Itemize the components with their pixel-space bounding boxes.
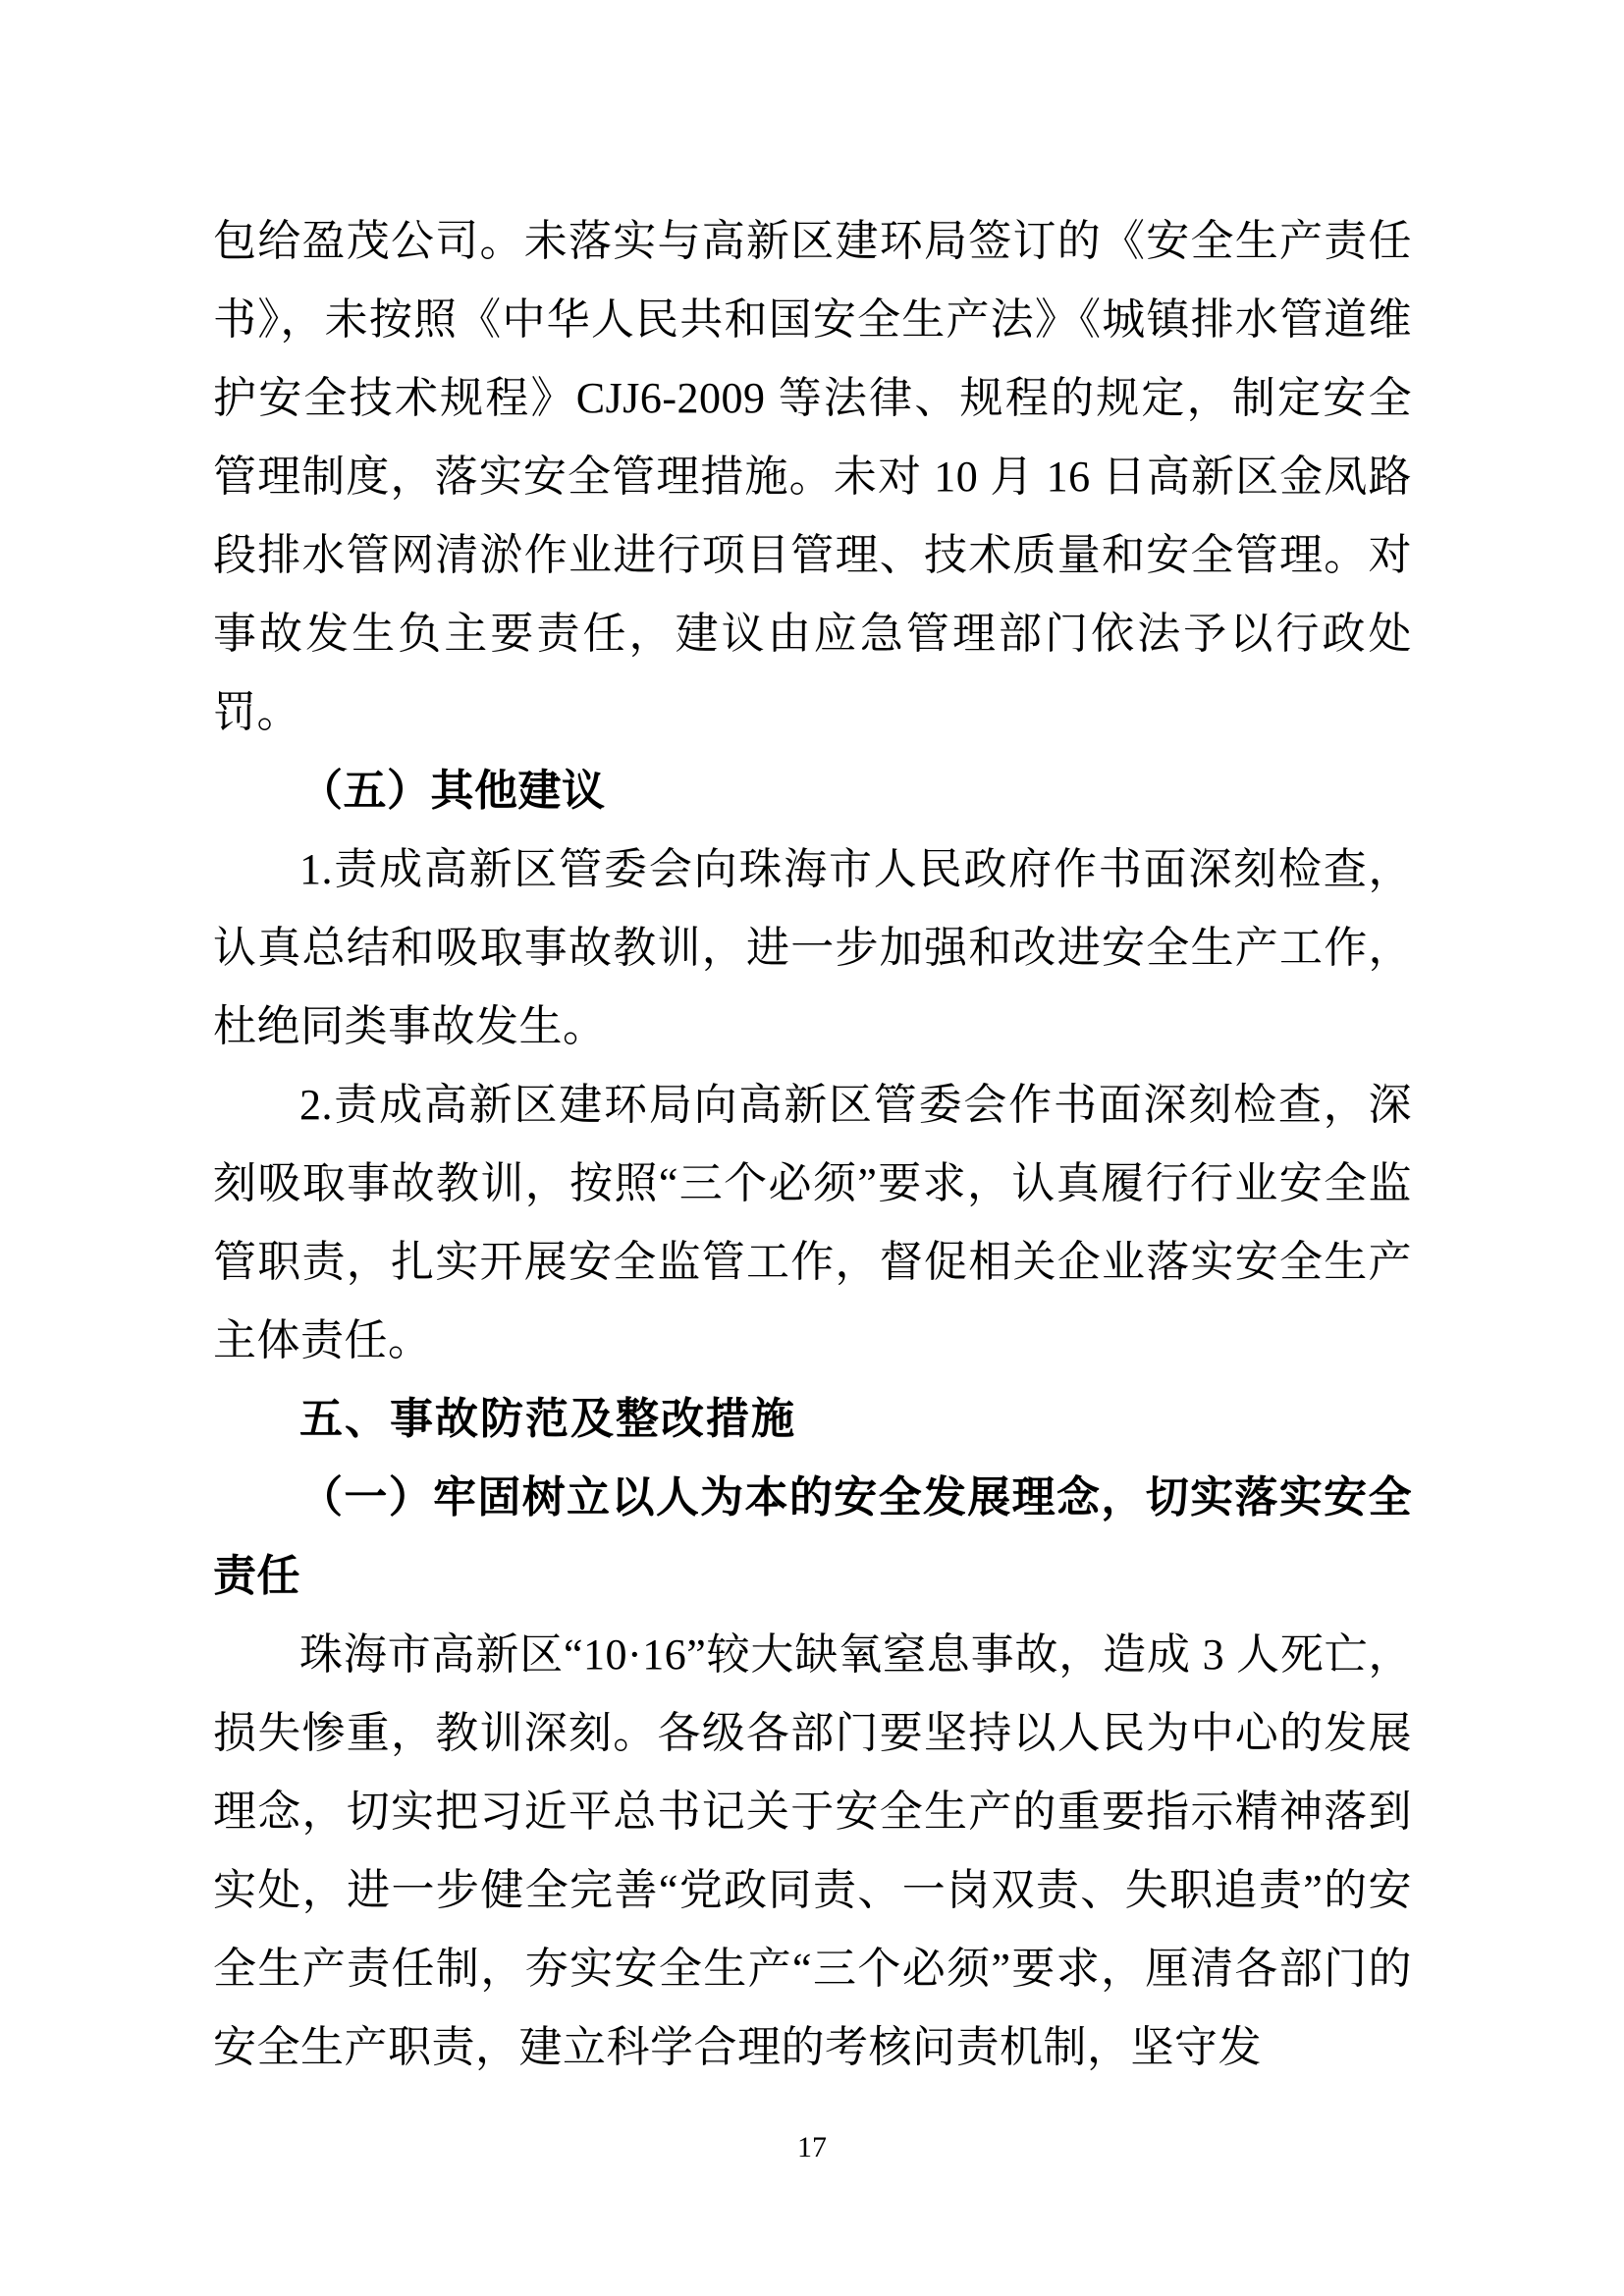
heading-other-recommendations: （五）其他建议 [299, 767, 606, 815]
heading-section-5-prevention-measures: 五、事故防范及整改措施 [299, 1395, 796, 1443]
heading-subsection-1-safety-concept: （一）牢固树立以人为本的安全发展理念，切实落实安全责任 [213, 1473, 1412, 1600]
page-number: 17 [797, 2131, 827, 2163]
paragraph-continuation-liability: 包给盈茂公司。未落实与高新区建环局签订的《安全生产责任书》，未按照《中华人民共和国安全生产法》《城镇排水管道维护安全技术规程》CJJ6-2009 等法律、规程的规定，制定安全管理制度，落实安全管理措施。未对 10 月 16 日高新区金凤路段排水管网清淤作业进行项目管理、技术质量和安全管理。对事故发生负主要责任，建议由应急管理部门依法予以行政处罚。 [213, 217, 1412, 736]
text-column [213, 202, 1412, 2087]
paragraph-accident-lessons: 珠海市高新区“10·16”较大缺氧窒息事故，造成 3 人死亡，损失惨重，教训深刻。各级各部门要坚持以人民为中心的发展理念，切实把习近平总书记关于安全生产的重要指示精神落到实处，进一步健全完善“党政同责、一岗双责、失职追责”的安全生产责任制，夯实安全生产“三个必须”要求，厘清各部门的安全生产职责，建立科学合理的考核问责机制，坚守发 [213, 1630, 1412, 2071]
paragraph-recommendation-2: 2.责成高新区建环局向高新区管委会作书面深刻检查，深刻吸取事故教训，按照“三个必须”要求，认真履行行业安全监管职责，扎实开展安全监管工作，督促相关企业落实安全生产主体责任。 [213, 1081, 1412, 1364]
paragraph-recommendation-1: 1.责成高新区管委会向珠海市人民政府作书面深刻检查，认真总结和吸取事故教训，进一步加强和改进安全生产工作，杜绝同类事故发生。 [213, 845, 1412, 1050]
